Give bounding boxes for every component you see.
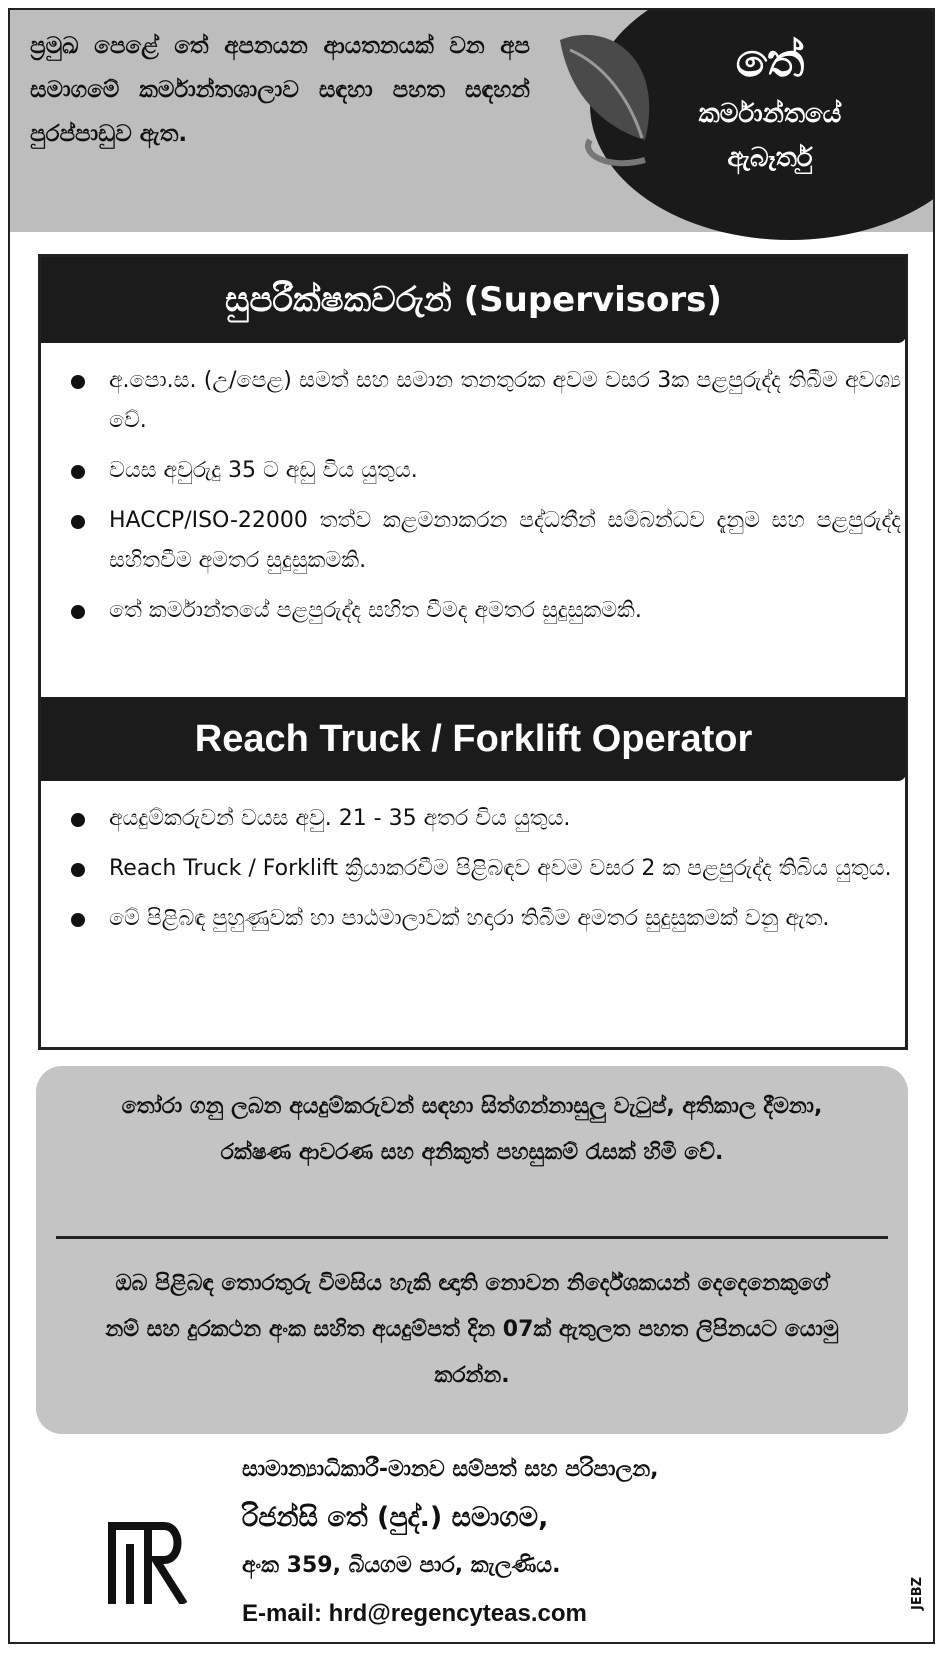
requirement-text: අ.පො.ස. (උ/පෙළ) සමත් සහ සමාන තනතුරක අවම වසර 3ක පළපුරුද්ද තිබීම අවශ්‍ය වේ. <box>109 368 901 433</box>
bullet-icon <box>71 813 85 827</box>
list-item <box>71 849 901 889</box>
bullet-icon <box>71 605 85 619</box>
badge-text <box>650 28 890 180</box>
supervisors-heading: සුපරීක්ෂකවරුන් (Supervisors) <box>41 257 906 343</box>
benefits-panel <box>36 1066 908 1434</box>
badge-subtitle-line1: කර්මාන්තයේ <box>698 99 842 129</box>
list-item <box>71 451 901 491</box>
regency-logo-icon <box>108 1520 188 1604</box>
supervisors-requirements <box>71 361 901 641</box>
vacancies-box <box>38 254 908 1050</box>
list-item <box>71 591 901 631</box>
agency-tag: JEBZ <box>910 1576 925 1610</box>
bullet-icon <box>71 465 85 479</box>
operator-heading: Reach Truck / Forklift Operator <box>41 697 906 781</box>
street-address: අංක 359, බියගම පාර, කැලණිය. <box>242 1553 561 1578</box>
divider <box>56 1236 888 1239</box>
requirement-text: තේ කර්මාන්තයේ පළපුරුද්ද සහිත වීමද අමතර සුදුසුකමකි. <box>109 598 642 623</box>
bullet-icon <box>71 515 85 529</box>
company-name: රිජන්සි තේ (පුද්.) සමාගම, <box>242 1502 549 1533</box>
requirement-text: වයස අවුරුදු 35 ට අඩු විය යුතුය. <box>109 458 418 483</box>
list-item <box>71 799 901 839</box>
bullet-icon <box>71 863 85 877</box>
benefits-text: තෝරා ගනු ලබන අයදුම්කරුවන් සඳහා සිත්ගන්නාසුලු වැටුප්, අතිකාල දීමනා, රක්ෂණ ආවරණ සහ අනිකුත් පහසුකම් රැසක් හිමි වේ. <box>121 1094 823 1165</box>
bullet-icon <box>71 913 85 927</box>
intro-text: ප්‍රමුඛ පෙළේ තේ අපනයන ආයතනයක් වන අප සමාගමේ කර්මාන්තශාලාව සඳහා පහත සඳහන් පුරප්පාඩුව ඇත. <box>30 33 530 147</box>
badge-subtitle-line2: ඇබෑර්තු <box>727 143 813 173</box>
list-item <box>71 501 901 581</box>
application-instructions: ඔබ පිළිබඳ තොරතුරු විමසිය හැකි ඥාති නොවන නිර්දේශකයන් දෙදෙනෙකුගේ නම් සහ දුරකථන අංක සහිත අයදුම්පත් දින 07ක් ඇතුලත පහත ලිපිනයට යොමු කරන්න. <box>105 1271 839 1388</box>
advertisement <box>8 8 935 1644</box>
designation: සාමාන්‍යාධිකාරී-මානව සම්පත් සහ පරිපාලන, <box>242 1457 659 1482</box>
email-link[interactable]: E-mail: hrd@regencyteas.com <box>242 1600 587 1627</box>
requirement-text: අයදුම්කරුවන් වයස අවු. 21 - 35 අතර විය යුතුය. <box>109 806 571 831</box>
operator-requirements <box>71 799 901 949</box>
requirement-text: HACCP/ISO-22000 තත්ව කළමනාකරන පද්ධතීන් සම්බන්ධව දැනුම සහ පළපුරුද්ද සහිතවීම අමතර සුදුසුකමකි. <box>109 508 901 573</box>
list-item <box>71 361 901 441</box>
contact-address <box>242 1446 882 1638</box>
bullet-icon <box>71 375 85 389</box>
badge-title: තේ <box>735 33 805 87</box>
list-item <box>71 899 901 939</box>
requirement-text: Reach Truck / Forklift ක්‍රියාකරවීම පිළිබඳව අවම වසර 2 ක පළපුරුද්ද තිබිය යුතුය. <box>109 856 892 881</box>
requirement-text: මේ පිළිබඳ පුහුණුවක් හා පාඨමාලාවක් හදාරා තිබීම අමතර සුදුසුකමක් වනු ඇත. <box>109 906 830 931</box>
